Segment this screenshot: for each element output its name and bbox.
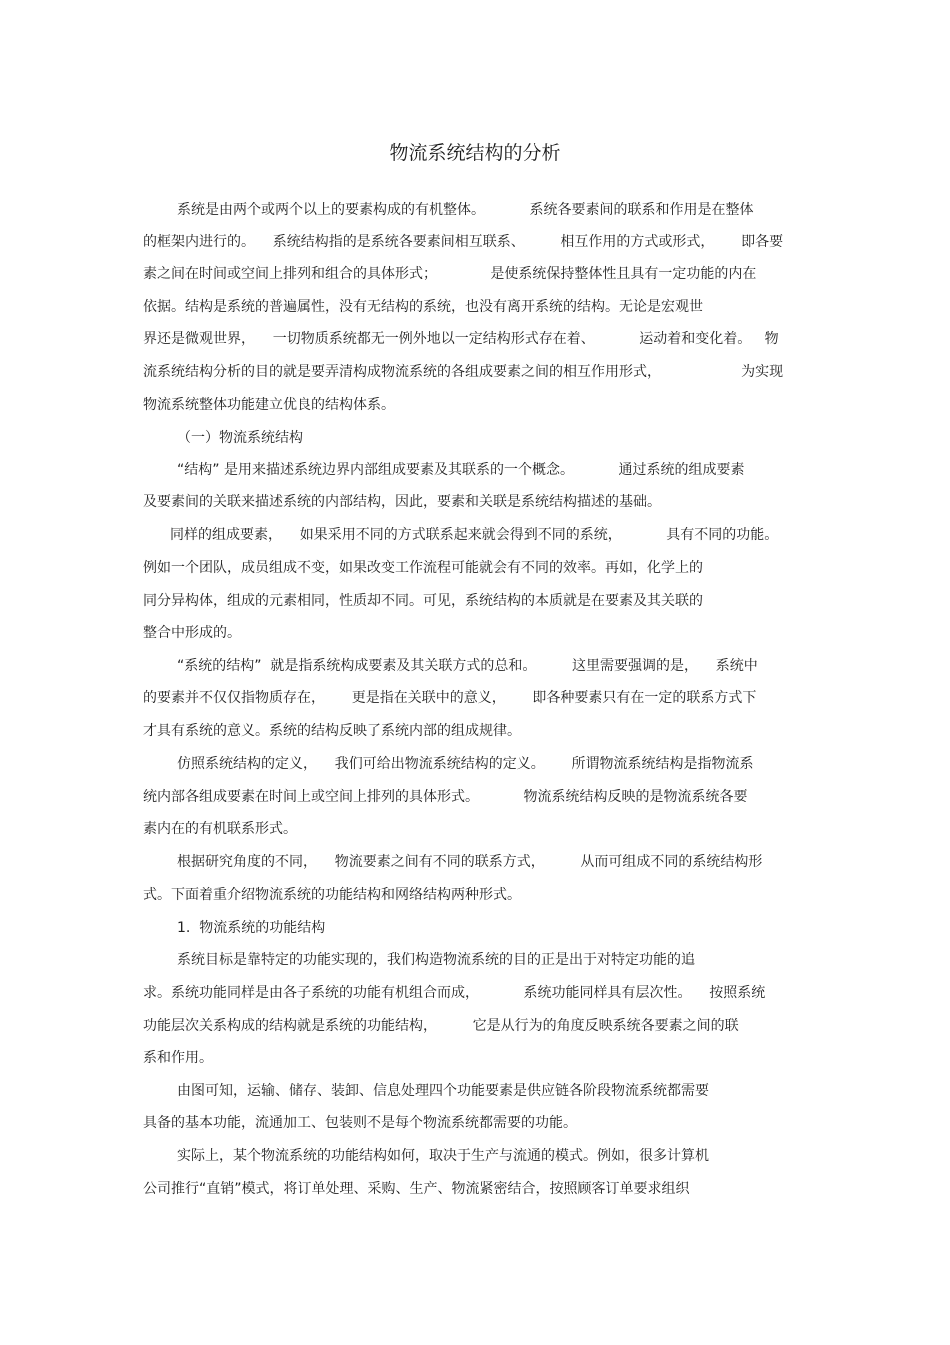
- text-line: 的要素并不仅仅指物质存在， 更是指在关联中的意义， 即各种要素只有在一定的联系方式下: [143, 690, 757, 706]
- text-line: 根据研究角度的不同， 物流要素之间有不同的联系方式， 从而可组成不同的系统结构形: [177, 854, 763, 870]
- text-line: 具备的基本功能，流通加工、包装则不是每个物流系统都需要的功能。: [143, 1115, 577, 1131]
- text-line: 系统目标是靠特定的功能实现的，我们构造物流系统的目的正是出于对特定功能的追: [177, 952, 695, 968]
- text-line: 例如一个团队，成员组成不变，如果改变工作流程可能就会有不同的效率。再如，化学上的: [143, 560, 703, 576]
- text-line: 依据。结构是系统的普遍属性，没有无结构的系统，也没有离开系统的结构。无论是宏观世: [143, 299, 703, 315]
- text-line: 同分异构体，组成的元素相同，性质却不同。可见，系统结构的本质就是在要素及其关联的: [143, 593, 703, 609]
- text-line: 整合中形成的。: [143, 625, 241, 641]
- text-line: “系统的结构” 就是指系统构成要素及其关联方式的总和。 这里需要强调的是， 系统中: [177, 658, 758, 674]
- text-line: 系和作用。: [143, 1050, 213, 1066]
- text-line: 由图可知，运输、储存、装卸、信息处理四个功能要素是供应链各阶段物流系统都需要: [177, 1083, 709, 1099]
- text-line: 仿照系统结构的定义， 我们可给出物流系统结构的定义。 所谓物流系统结构是指物流系: [177, 756, 754, 772]
- text-line: 及要素间的关联来描述系统的内部结构，因此，要素和关联是系统结构描述的基础。: [143, 494, 661, 510]
- text-line: 同样的组成要素， 如果采用不同的方式联系起来就会得到不同的系统， 具有不同的功能。: [170, 527, 779, 543]
- text-line: 的框架内进行的。 系统结构指的是系统各要素间相互联系、 相互作用的方式或形式， 即各要: [143, 234, 784, 250]
- text-line: 素内在的有机联系形式。: [143, 821, 297, 837]
- text-line: 物流系统整体功能建立优良的结构体系。: [143, 397, 395, 413]
- text-line: 才具有系统的意义。系统的结构反映了系统内部的组成规律。: [143, 723, 521, 739]
- text-line: 素之间在时间或空间上排列和组合的具体形式； 是使系统保持整体性且具有一定功能的内在: [143, 266, 757, 282]
- text-line: 流系统结构分析的目的就是要弄清构成物流系统的各组成要素之间的相互作用形式， 为实现: [143, 364, 784, 380]
- section-heading: （一）物流系统结构: [177, 430, 303, 446]
- text-line: 功能层次关系构成的结构就是系统的功能结构， 它是从行为的角度反映系统各要素之间的联: [143, 1018, 739, 1034]
- text-line: 式。下面着重介绍物流系统的功能结构和网络结构两种形式。: [143, 887, 521, 903]
- text-line: 实际上，某个物流系统的功能结构如何，取决于生产与流通的模式。例如，很多计算机: [177, 1148, 709, 1164]
- text-line: “结构” 是用来描述系统边界内部组成要素及其联系的一个概念。 通过系统的组成要素: [177, 462, 745, 478]
- text-line: 系统是由两个或两个以上的要素构成的有机整体。 系统各要素间的联系和作用是在整体: [177, 202, 754, 218]
- text-line: 求。系统功能同样是由各子系统的功能有机组合而成， 系统功能同样具有层次性。 按照系统: [143, 985, 766, 1001]
- document-title: 物流系统结构的分析: [389, 142, 561, 164]
- section-heading: 1. 物流系统的功能结构: [177, 920, 326, 936]
- text-line: 统内部各组成要素在时间上或空间上排列的具体形式。 物流系统结构反映的是物流系统各要: [143, 789, 748, 805]
- text-line: 公司推行“直销”模式，将订单处理、采购、生产、物流紧密结合，按照顾客订单要求组织: [143, 1181, 690, 1197]
- text-line: 界还是微观世界， 一切物质系统都无一例外地以一定结构形式存在着、 运动着和变化着。 物: [143, 331, 779, 347]
